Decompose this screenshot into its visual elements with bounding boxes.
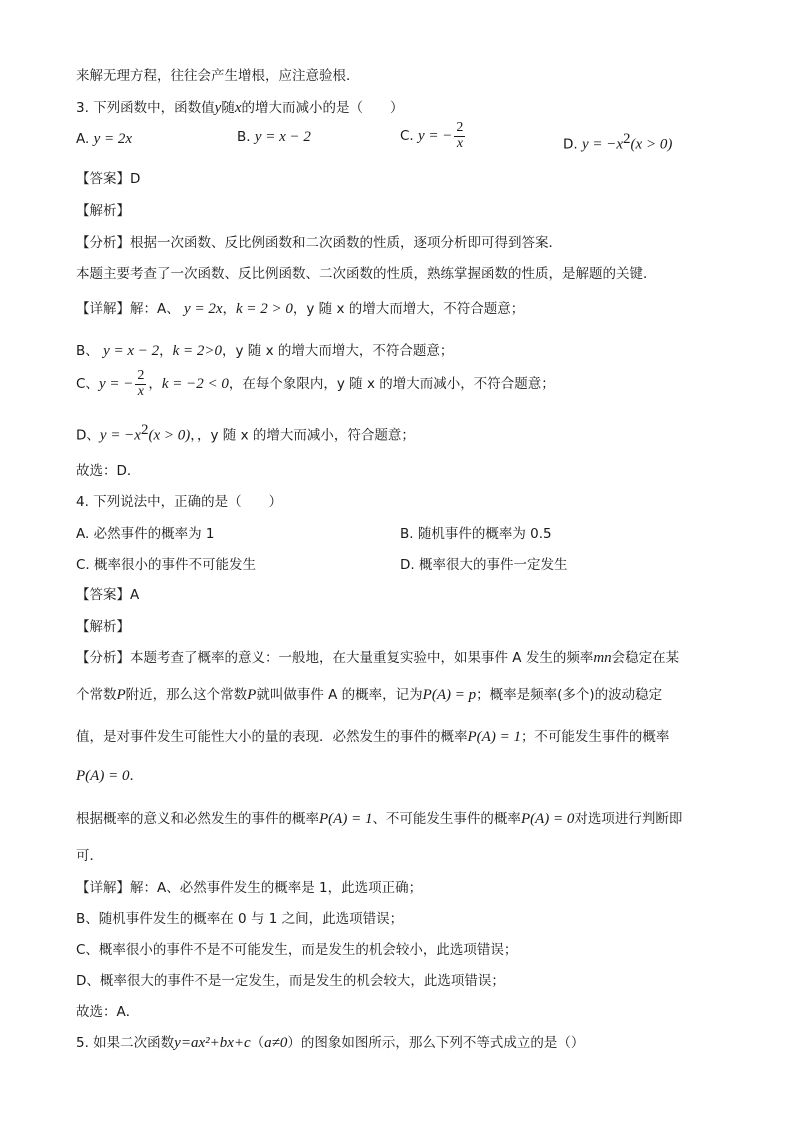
option-a: A. 必然事件的概率为 1	[76, 526, 215, 542]
fenxi-line-1	[76, 646, 679, 667]
numerator: 2	[137, 368, 145, 383]
question-3-stem	[76, 96, 404, 117]
detail-row-d	[76, 422, 415, 445]
question-5-stem	[76, 1031, 584, 1052]
para-text: 、不可能发生事件的概率	[372, 811, 521, 827]
paragraph-line-1	[76, 807, 682, 828]
fenxi-text: 值，是对事件发生可能性大小的量的表现．必然发生的事件的概率	[76, 729, 468, 745]
stem-text: （	[250, 1035, 265, 1051]
option-formula: (x > 0)	[630, 136, 673, 153]
math-var: x	[234, 100, 242, 116]
answer-value: A	[130, 587, 140, 603]
fenxi-text: ；概率是频率(多个)的波动稳定	[476, 687, 663, 703]
denominator: x	[456, 135, 464, 151]
fenxi-text: 就叫做事件 A 的概率，记为	[256, 687, 423, 703]
formula: P(A) = p	[422, 687, 477, 703]
formula: P(A) = 0	[520, 811, 575, 827]
option-formula: y = −x	[581, 136, 624, 153]
option-formula: y = x − 2	[254, 129, 311, 145]
detail-row-d: D、概率很大的事件不是一定发生，而是发生的机会较大，此选项错误；	[76, 973, 505, 989]
choice-line: 故选：A．	[76, 1004, 140, 1020]
detail-label: 【详解】	[76, 301, 130, 317]
paragraph-line-2: 可．	[76, 848, 103, 864]
formula: k = 2 > 0	[235, 301, 293, 317]
fenxi-text: ；不可能发生事件的概率	[520, 729, 670, 745]
fraction	[135, 369, 146, 399]
analysis-label: 【解析】	[76, 203, 130, 219]
detail-row-a: 【详解】解：A、 y = 2x，k = 2 > 0，y 随 x 的增大而增大，不符合题意；	[76, 301, 525, 317]
option-label: C.	[400, 128, 414, 145]
option-b	[237, 129, 311, 146]
numerator: 2	[456, 120, 464, 135]
answer-row	[76, 583, 139, 603]
fenxi-label: 【分析】	[76, 235, 130, 251]
formula: k = 2>0	[172, 343, 223, 359]
option-d	[563, 131, 672, 154]
detail-label: 【详解】	[76, 880, 130, 896]
fenxi-label: 【分析】	[76, 650, 130, 666]
para-text: 根据概率的意义和必然发生的事件的概率	[76, 811, 319, 827]
denominator: x	[137, 383, 144, 399]
fraction	[454, 121, 465, 151]
formula: P	[247, 687, 257, 703]
detail-row-a	[76, 876, 422, 896]
formula: (x > 0)	[148, 427, 191, 444]
detail-row-c: C、概率很小的事件不是不可能发生，而是发生的机会较小，此选项错误；	[76, 942, 518, 958]
formula: mn	[593, 650, 612, 666]
fenxi-text: ．	[129, 768, 143, 784]
option-formula: y = 2x	[93, 131, 133, 147]
formula: a≠0	[264, 1035, 288, 1051]
question-4-stem: 4. 下列说法中，正确的是（ ）	[76, 494, 283, 510]
analysis-label: 【解析】	[76, 619, 130, 635]
detail-text: D、	[76, 427, 100, 444]
detail-text: ，y 随 x 的增大而增大，不符合题意；	[222, 343, 454, 359]
option-c	[400, 121, 467, 151]
option-c: C. 概率很小的事件不可能发生	[76, 557, 257, 573]
fenxi-text: 附近，那么这个常数	[125, 687, 248, 703]
formula: y = −	[98, 376, 134, 393]
choice-line: 故选：D．	[76, 463, 141, 479]
text-line: 本题主要考查了一次函数、反比例函数、二次函数的性质，熟练掌握函数的性质，是解题的关键．	[76, 266, 657, 282]
stem-text: 5. 如果二次函数	[76, 1035, 175, 1051]
option-d: D. 概率很大的事件一定发生	[400, 557, 568, 573]
para-text: 对选项进行判断即	[574, 811, 683, 827]
answer-label: 【答案】	[76, 587, 130, 603]
answer-row	[76, 167, 140, 187]
superscript: 2	[140, 422, 149, 438]
formula: P	[116, 687, 126, 703]
detail-text: ，在每个象限内，y 随 x 的增大而减小，不符合题意；	[228, 376, 555, 393]
detail-text: 解：A、必然事件发生的概率是 1，此选项正确；	[130, 880, 423, 896]
superscript: 2	[623, 131, 631, 147]
fenxi-line-3	[76, 725, 669, 746]
detail-text: ，y 随 x 的增大而增大，不符合题意；	[292, 301, 525, 317]
fenxi-text: 个常数	[76, 687, 117, 703]
stem-text: 随	[221, 100, 235, 116]
formula: k = −2 < 0	[161, 376, 229, 393]
option-label: D.	[563, 136, 578, 153]
detail-row-c: C、y = − $\frac{2}{x}$ ，k = −2 < 0，在每个象限内，y 随 x 的增大而减小，不符合题意；	[76, 368, 555, 399]
fenxi-row	[76, 231, 562, 251]
detail-row-b: B、 y = x − 2，k = 2>0，y 随 x 的增大而增大，不符合题意；	[76, 343, 454, 359]
detail-text: ，，y 随 x 的增大而减小，符合题意；	[190, 427, 415, 444]
stem-text: 3. 下列函数中，函数值	[76, 100, 215, 116]
formula: P(A) = 1	[467, 729, 521, 745]
answer-label: 【答案】	[76, 171, 130, 187]
fenxi-line-4	[76, 764, 143, 785]
stem-text: 的增大而减小的是（ ）	[241, 100, 404, 116]
option-label: B.	[237, 129, 251, 145]
fenxi-line-2	[76, 683, 662, 704]
option-formula: y = −	[418, 128, 453, 145]
answer-value: D	[130, 171, 141, 187]
math-var: y	[214, 100, 222, 116]
text-line: 来解无理方程，往往会产生增根，应注意验根．	[76, 68, 360, 84]
formula: y = x − 2	[103, 343, 160, 359]
detail-text: B、	[76, 343, 99, 359]
fenxi-text: 本题考查了概率的意义：一般地，在大量重复实验中，如果事件 A 发生的频率	[130, 650, 594, 666]
stem-text: ）的图象如图所示，那么下列不等式成立的是（）	[287, 1035, 585, 1051]
formula: y = 2x	[184, 301, 223, 317]
detail-text: 解：A、	[130, 301, 180, 317]
option-b: B. 随机事件的概率为 0.5	[400, 526, 552, 542]
detail-text: C、	[76, 376, 99, 393]
formula: y=ax²+bx+c	[174, 1035, 251, 1051]
option-a	[76, 131, 132, 148]
formula: P(A) = 0	[76, 768, 130, 784]
fenxi-text: 会稳定在某	[611, 650, 680, 666]
formula: P(A) = 1	[319, 811, 373, 827]
detail-row-b: B、随机事件发生的概率在 0 与 1 之间，此选项错误；	[76, 911, 404, 927]
fenxi-text: 根据一次函数、反比例函数和二次函数的性质，逐项分析即可得到答案．	[130, 235, 562, 251]
option-label: A.	[76, 131, 90, 147]
formula: y = −x	[99, 427, 141, 444]
